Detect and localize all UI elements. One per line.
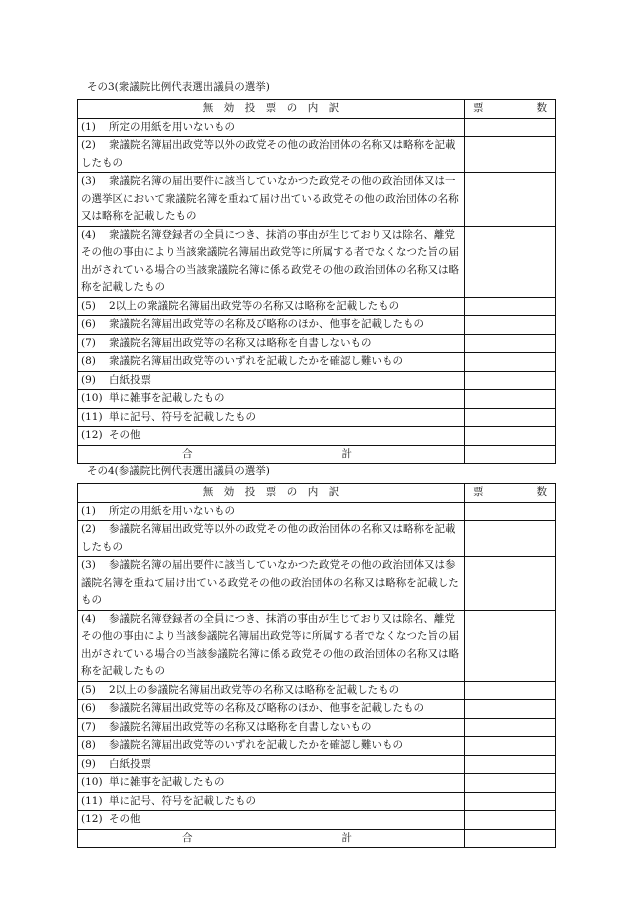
reason-cell [78, 700, 465, 719]
reason-cell [78, 173, 465, 227]
total-label-cell [78, 829, 465, 848]
table-row [78, 173, 556, 227]
reason-cell [78, 502, 465, 521]
item-number: (1) [81, 504, 96, 517]
header-content: 無 効 投 票 の 内 訳 [78, 100, 465, 119]
table-row [78, 118, 556, 137]
item-number: (1) [81, 120, 96, 133]
vote-count-cell[interactable] [465, 557, 556, 611]
table-row [78, 226, 556, 297]
total-label-right: 計 [341, 447, 352, 460]
invalid-votes-table-house-of-councillors [77, 483, 556, 848]
vote-count-cell[interactable] [465, 521, 556, 557]
item-text: 所定の用紙を用いないもの [109, 504, 235, 517]
reason-cell [78, 521, 465, 557]
vote-count-cell[interactable] [465, 371, 556, 390]
total-label-left: 合 [182, 447, 193, 460]
item-text: 参議院名簿届出政党等の名称又は略称を自書しないもの [109, 720, 372, 733]
vote-count-cell[interactable] [465, 681, 556, 700]
item-number: (2) [81, 139, 96, 151]
vote-count-cell[interactable] [465, 792, 556, 811]
item-number: (7) [81, 720, 96, 733]
item-text: その他 [109, 429, 141, 441]
vote-count-cell[interactable] [465, 427, 556, 446]
reason-cell [78, 118, 465, 137]
vote-count-cell[interactable] [465, 774, 556, 793]
table-row [78, 610, 556, 681]
reason-cell [78, 137, 465, 173]
vote-count-cell[interactable] [465, 173, 556, 227]
total-votes-cell[interactable] [465, 445, 556, 464]
reason-cell [78, 792, 465, 811]
table-row [78, 137, 556, 173]
table-header-row [78, 100, 556, 119]
item-number: (2) [81, 523, 96, 535]
item-number: (4) [81, 228, 96, 241]
vote-count-cell[interactable] [465, 226, 556, 297]
table-body [78, 118, 556, 464]
total-label-left: 合 [182, 831, 193, 844]
table-row [78, 737, 556, 756]
table-header-row [78, 484, 556, 503]
item-number: (5) [81, 299, 96, 312]
item-text: 参議院名簿届出政党等のいずれを記載したかを確認し難いもの [109, 739, 403, 751]
item-number: (12) [81, 813, 103, 825]
table-row [78, 502, 556, 521]
item-text: 単に記号、符号を記載したもの [109, 410, 256, 423]
reason-cell [78, 718, 465, 737]
item-number: (10) [81, 776, 103, 788]
table-row [78, 390, 556, 409]
vote-count-cell[interactable] [465, 137, 556, 173]
vote-count-cell[interactable] [465, 408, 556, 427]
item-number: (6) [81, 702, 96, 714]
vote-count-cell[interactable] [465, 390, 556, 409]
vote-count-cell[interactable] [465, 811, 556, 830]
reason-cell [78, 557, 465, 611]
vote-count-cell[interactable] [465, 334, 556, 353]
vote-count-cell[interactable] [465, 118, 556, 137]
item-text: 参議院名簿の届出要件に該当していなかつた政党その他の政治団体又は参議院名簿を重ねて届け出ている政党その他の政治団体の名称又は略称を記載したもの [81, 559, 459, 606]
item-number: (5) [81, 683, 96, 696]
reason-cell [78, 737, 465, 756]
item-text: 衆議院名簿登録者の全員につき、抹消の事由が生じており又は除名、離党その他の事由により当該衆議院名簿届出政党等に所属する者でなくなつた旨の届出がされている場合の当該衆議院名簿に係る政党その他の政治団体の名称又は略称を記載したもの [81, 228, 459, 293]
item-number: (11) [81, 410, 103, 423]
header-votes: 票 数 [465, 484, 556, 503]
item-number: (7) [81, 336, 96, 349]
item-number: (3) [81, 559, 96, 571]
reason-cell [78, 297, 465, 316]
item-number: (3) [81, 175, 96, 187]
table-row [78, 700, 556, 719]
item-number: (9) [81, 373, 96, 386]
table-row [78, 408, 556, 427]
total-label [82, 446, 460, 464]
section-caption: その4(参議院比例代表選出議員の選挙) [87, 465, 270, 477]
vote-count-cell[interactable] [465, 755, 556, 774]
vote-count-cell[interactable] [465, 737, 556, 756]
reason-cell [78, 681, 465, 700]
table-row [78, 334, 556, 353]
item-text: 衆議院名簿届出政党等以外の政党その他の政治団体の名称又は略称を記載したもの [81, 139, 456, 169]
item-number: (6) [81, 318, 96, 330]
reason-cell [78, 371, 465, 390]
vote-count-cell[interactable] [465, 316, 556, 335]
table-row [78, 755, 556, 774]
table-row [78, 718, 556, 737]
total-label [82, 830, 460, 848]
item-number: (8) [81, 355, 96, 367]
item-number: (11) [81, 794, 103, 807]
item-text: 白紙投票 [109, 373, 151, 386]
item-number: (9) [81, 757, 96, 770]
item-text: 参議院名簿届出政党等の名称及び略称のほか、他事を記載したもの [109, 702, 424, 714]
total-row [78, 445, 556, 464]
table-row [78, 521, 556, 557]
vote-count-cell[interactable] [465, 700, 556, 719]
item-text: 参議院名簿登録者の全員につき、抹消の事由が生じており又は除名、離党その他の事由により当該参議院名簿届出政党等に所属する者でなくなつた旨の届出がされている場合の当該参議院名簿に係る政党その他の政治団体の名称又は略称を記載したもの [81, 612, 459, 677]
table-row [78, 297, 556, 316]
item-text: 衆議院名簿届出政党等のいずれを記載したかを確認し難いもの [109, 355, 403, 367]
reason-cell [78, 755, 465, 774]
section-caption: その3(衆議院比例代表選出議員の選挙) [87, 81, 270, 93]
vote-count-cell[interactable] [465, 353, 556, 372]
item-number: (12) [81, 429, 103, 441]
reason-cell [78, 334, 465, 353]
reason-cell [78, 610, 465, 681]
item-text: 衆議院名簿の届出要件に該当していなかつた政党その他の政治団体又は一の選挙区において衆議院名簿を重ねて届け出ている政党その他の政治団体の名称又は略称を記載したもの [81, 175, 459, 222]
total-label-cell [78, 445, 465, 464]
table-row [78, 811, 556, 830]
table-row [78, 427, 556, 446]
total-votes-cell[interactable] [465, 829, 556, 848]
header-votes: 票 数 [465, 100, 556, 119]
reason-cell [78, 316, 465, 335]
reason-cell [78, 390, 465, 409]
total-label-right: 計 [341, 831, 352, 844]
reason-cell [78, 226, 465, 297]
item-text: 所定の用紙を用いないもの [109, 120, 235, 133]
table-body [78, 502, 556, 848]
table-row [78, 316, 556, 335]
reason-cell [78, 427, 465, 446]
vote-count-cell[interactable] [465, 297, 556, 316]
item-text: 衆議院名簿届出政党等の名称又は略称を自書しないもの [109, 336, 372, 349]
table-row [78, 353, 556, 372]
reason-cell [78, 774, 465, 793]
reason-cell [78, 811, 465, 830]
vote-count-cell[interactable] [465, 718, 556, 737]
item-text: 白紙投票 [109, 757, 151, 770]
item-text: 単に記号、符号を記載したもの [109, 794, 256, 807]
item-text: 参議院名簿届出政党等以外の政党その他の政治団体の名称又は略称を記載したもの [81, 523, 456, 553]
item-number: (8) [81, 739, 96, 751]
table-row [78, 557, 556, 611]
item-number: (10) [81, 392, 103, 404]
item-text: 単に雑事を記載したもの [109, 776, 225, 788]
table-row [78, 681, 556, 700]
item-text: 単に雑事を記載したもの [109, 392, 225, 404]
item-text: 2以上の参議院名簿届出政党等の名称又は略称を記載したもの [109, 683, 400, 696]
invalid-votes-table-house-of-representatives [77, 99, 556, 464]
total-row [78, 829, 556, 848]
header-content: 無 効 投 票 の 内 訳 [78, 484, 465, 503]
table-row [78, 371, 556, 390]
reason-cell [78, 353, 465, 372]
table-row [78, 792, 556, 811]
table-row [78, 774, 556, 793]
item-number: (4) [81, 612, 96, 625]
reason-cell [78, 408, 465, 427]
vote-count-cell[interactable] [465, 610, 556, 681]
item-text: 2以上の衆議院名簿届出政党等の名称又は略称を記載したもの [109, 299, 400, 312]
item-text: 衆議院名簿届出政党等の名称及び略称のほか、他事を記載したもの [109, 318, 424, 330]
item-text: その他 [109, 813, 141, 825]
vote-count-cell[interactable] [465, 502, 556, 521]
